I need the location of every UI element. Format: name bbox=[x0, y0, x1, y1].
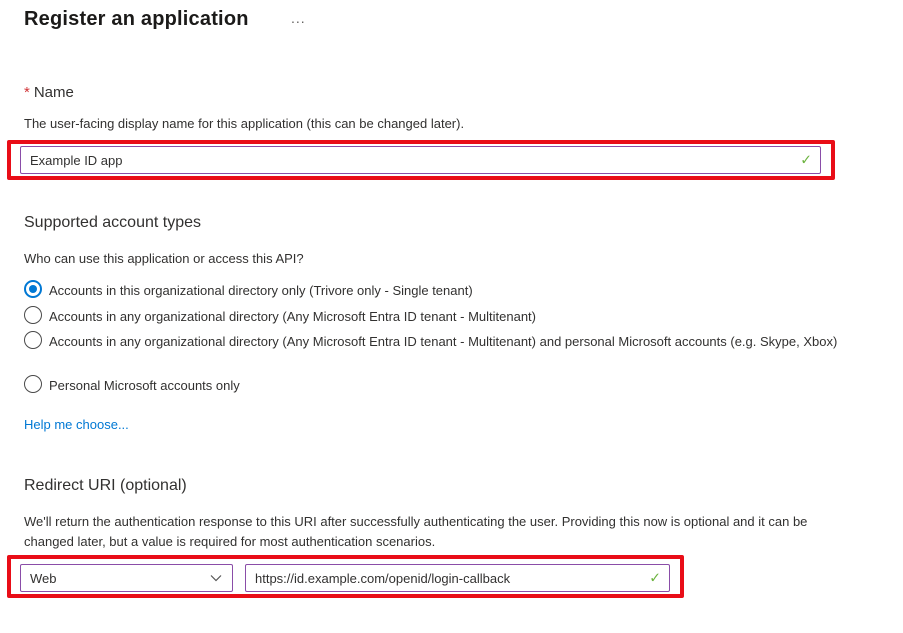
help-me-choose-link[interactable]: Help me choose... bbox=[24, 417, 129, 432]
redirect-uri-input[interactable] bbox=[245, 564, 670, 592]
radio-option-label: Accounts in this organizational directory only (Trivore only - Single tenant) bbox=[49, 283, 473, 298]
ellipsis-menu-icon[interactable]: ... bbox=[291, 10, 306, 26]
required-asterisk: * bbox=[24, 84, 30, 101]
page-title: Register an application bbox=[24, 8, 249, 30]
radio-button-icon[interactable] bbox=[24, 331, 42, 349]
radio-button-icon[interactable] bbox=[24, 375, 42, 393]
account-types-question: Who can use this application or access this API? bbox=[24, 251, 304, 266]
radio-option-personal-only[interactable] bbox=[24, 375, 240, 395]
chevron-down-icon bbox=[210, 574, 222, 582]
supported-account-types-heading: Supported account types bbox=[24, 214, 202, 231]
redirect-uri-description: We'll return the authentication response to this URI after successfully authenticating the user. Providing this now is optional and it can be changed later, but a value is required for most authentication scenarios. bbox=[24, 514, 808, 549]
radio-option-label: Accounts in any organizational directory (Any Microsoft Entra ID tenant - Multitenant) and personal Microsoft accounts (e.g. Skype, Xbox) bbox=[49, 334, 838, 349]
radio-button-icon[interactable] bbox=[24, 280, 42, 298]
platform-select-value: Web bbox=[30, 570, 57, 586]
radio-option-multitenant[interactable] bbox=[24, 306, 536, 326]
radio-button-icon[interactable] bbox=[24, 306, 42, 324]
radio-option-label: Personal Microsoft accounts only bbox=[49, 378, 240, 393]
valid-checkmark-icon: ✓ bbox=[649, 569, 661, 586]
name-input-container bbox=[20, 146, 821, 174]
name-field-description: The user-facing display name for this application (this can be changed later). bbox=[24, 116, 465, 131]
radio-option-multitenant-personal[interactable] bbox=[24, 331, 837, 351]
valid-checkmark-icon: ✓ bbox=[800, 151, 812, 168]
name-input[interactable] bbox=[20, 146, 821, 174]
redirect-uri-input-container bbox=[245, 564, 670, 592]
radio-option-single-tenant[interactable] bbox=[24, 280, 473, 300]
name-field-label bbox=[24, 84, 74, 101]
name-label-text: Name bbox=[33, 84, 74, 101]
platform-select-dropdown[interactable] bbox=[20, 564, 233, 592]
redirect-uri-heading: Redirect URI (optional) bbox=[24, 477, 187, 494]
radio-option-label: Accounts in any organizational directory (Any Microsoft Entra ID tenant - Multitenant) bbox=[49, 309, 536, 324]
